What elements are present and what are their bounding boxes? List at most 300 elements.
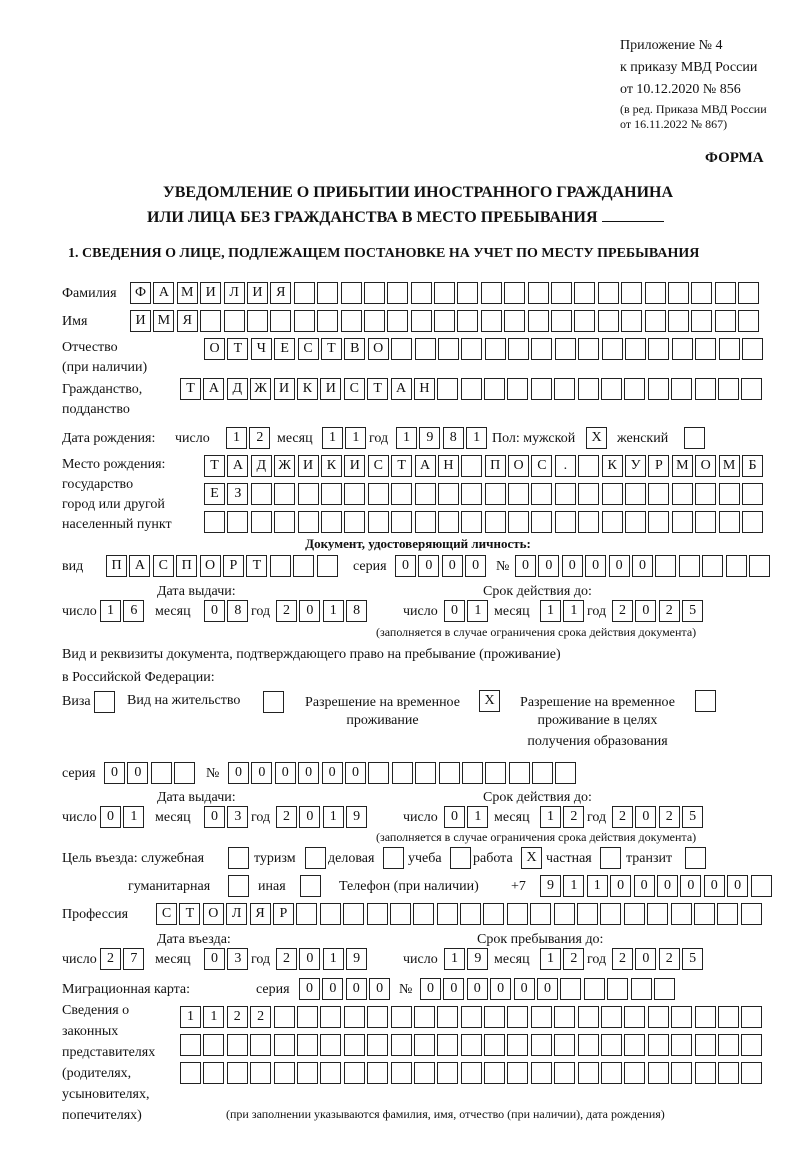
char-box[interactable] [294, 282, 315, 304]
char-box[interactable] [200, 310, 221, 332]
stay-valid-day-field[interactable] [444, 806, 491, 828]
char-box[interactable]: 0 [204, 806, 225, 828]
char-box[interactable]: Т [246, 555, 267, 577]
char-box[interactable] [718, 1006, 739, 1028]
purpose-tourism-checkbox[interactable] [305, 847, 328, 869]
purpose-private-checkbox[interactable] [600, 847, 623, 869]
char-box[interactable]: X [521, 847, 542, 869]
char-box[interactable] [671, 1006, 692, 1028]
char-box[interactable] [368, 483, 389, 505]
char-box[interactable] [317, 555, 338, 577]
char-box[interactable]: Е [204, 483, 225, 505]
char-box[interactable]: 0 [704, 875, 725, 897]
char-box[interactable]: 1 [226, 427, 247, 449]
char-box[interactable] [648, 1034, 669, 1056]
char-box[interactable] [298, 483, 319, 505]
char-box[interactable]: 0 [127, 762, 148, 784]
char-box[interactable]: К [321, 455, 342, 477]
char-box[interactable]: 0 [369, 978, 390, 1000]
purpose-business-checkbox[interactable] [383, 847, 406, 869]
char-box[interactable] [391, 1034, 412, 1056]
char-box[interactable]: 0 [418, 555, 439, 577]
char-box[interactable] [507, 1006, 528, 1028]
purpose-work-checkbox[interactable] [521, 847, 544, 869]
profession-field[interactable] [156, 903, 764, 925]
char-box[interactable]: Р [648, 455, 669, 477]
char-box[interactable]: 0 [727, 875, 748, 897]
char-box[interactable] [742, 338, 763, 360]
char-box[interactable] [648, 1062, 669, 1084]
char-box[interactable] [367, 1006, 388, 1028]
char-box[interactable] [341, 282, 362, 304]
char-box[interactable] [274, 511, 295, 533]
char-box[interactable] [297, 1006, 318, 1028]
char-box[interactable] [624, 1062, 645, 1084]
char-box[interactable] [274, 1006, 295, 1028]
birthplace-field-3[interactable] [204, 511, 765, 533]
char-box[interactable] [437, 1034, 458, 1056]
char-box[interactable]: Ж [250, 378, 271, 400]
char-box[interactable] [554, 1006, 575, 1028]
char-box[interactable] [461, 1062, 482, 1084]
char-box[interactable] [672, 483, 693, 505]
char-box[interactable] [715, 310, 736, 332]
char-box[interactable]: 0 [537, 978, 558, 1000]
char-box[interactable] [344, 1034, 365, 1056]
char-box[interactable] [438, 511, 459, 533]
char-box[interactable]: 1 [100, 600, 121, 622]
stay-valid-month-field[interactable] [540, 806, 587, 828]
char-box[interactable] [297, 1034, 318, 1056]
char-box[interactable] [228, 847, 249, 869]
char-box[interactable] [578, 1034, 599, 1056]
char-box[interactable] [439, 762, 460, 784]
char-box[interactable]: 1 [323, 806, 344, 828]
char-box[interactable] [298, 511, 319, 533]
char-box[interactable]: 0 [465, 555, 486, 577]
char-box[interactable] [601, 1062, 622, 1084]
char-box[interactable]: 1 [563, 875, 584, 897]
char-box[interactable] [250, 1034, 271, 1056]
entry-day-field[interactable] [100, 948, 147, 970]
char-box[interactable]: 2 [563, 948, 584, 970]
char-box[interactable] [695, 511, 716, 533]
char-box[interactable]: 0 [322, 762, 343, 784]
char-box[interactable]: 1 [540, 806, 561, 828]
stay-until-month-field[interactable] [540, 948, 587, 970]
char-box[interactable]: 9 [540, 875, 561, 897]
char-box[interactable] [531, 511, 552, 533]
char-box[interactable]: А [227, 455, 248, 477]
char-box[interactable]: 0 [444, 806, 465, 828]
char-box[interactable] [601, 378, 622, 400]
char-box[interactable]: 0 [490, 978, 511, 1000]
char-box[interactable]: 2 [659, 806, 680, 828]
char-box[interactable]: 2 [612, 600, 633, 622]
char-box[interactable] [227, 1034, 248, 1056]
char-box[interactable]: 1 [467, 600, 488, 622]
char-box[interactable] [601, 1034, 622, 1056]
char-box[interactable] [695, 1034, 716, 1056]
char-box[interactable] [481, 282, 502, 304]
stay-valid-year-field[interactable] [612, 806, 706, 828]
char-box[interactable]: О [204, 338, 225, 360]
char-box[interactable] [601, 1006, 622, 1028]
char-box[interactable] [741, 903, 762, 925]
char-box[interactable]: 1 [322, 427, 343, 449]
char-box[interactable]: 1 [444, 948, 465, 970]
char-box[interactable] [94, 691, 115, 713]
birthplace-field-1[interactable] [204, 455, 765, 477]
char-box[interactable] [578, 378, 599, 400]
char-box[interactable] [655, 555, 676, 577]
char-box[interactable] [461, 338, 482, 360]
char-box[interactable]: 1 [345, 427, 366, 449]
char-box[interactable] [647, 903, 668, 925]
sex-male-checkbox[interactable] [586, 427, 609, 449]
char-box[interactable]: 2 [612, 806, 633, 828]
purpose-transit-checkbox[interactable] [685, 847, 708, 869]
char-box[interactable]: 0 [610, 875, 631, 897]
char-box[interactable]: О [200, 555, 221, 577]
char-box[interactable]: П [176, 555, 197, 577]
id-valid-year-field[interactable] [612, 600, 706, 622]
char-box[interactable]: О [508, 455, 529, 477]
char-box[interactable]: Р [273, 903, 294, 925]
char-box[interactable]: 0 [562, 555, 583, 577]
char-box[interactable]: 2 [276, 600, 297, 622]
birth-month-field[interactable] [322, 427, 369, 449]
id-issue-year-field[interactable] [276, 600, 370, 622]
char-box[interactable] [484, 1062, 505, 1084]
reps-field-3[interactable] [180, 1062, 765, 1084]
stay-until-year-field[interactable] [612, 948, 706, 970]
char-box[interactable]: 0 [420, 978, 441, 1000]
char-box[interactable] [321, 483, 342, 505]
char-box[interactable] [481, 310, 502, 332]
char-box[interactable] [668, 310, 689, 332]
char-box[interactable] [691, 282, 712, 304]
char-box[interactable] [457, 282, 478, 304]
char-box[interactable] [461, 511, 482, 533]
char-box[interactable]: 0 [228, 762, 249, 784]
char-box[interactable] [741, 1034, 762, 1056]
char-box[interactable] [718, 1062, 739, 1084]
char-box[interactable]: 0 [251, 762, 272, 784]
char-box[interactable] [364, 310, 385, 332]
char-box[interactable] [602, 483, 623, 505]
char-box[interactable]: 0 [204, 600, 225, 622]
char-box[interactable] [648, 483, 669, 505]
char-box[interactable] [383, 847, 404, 869]
char-box[interactable]: Р [223, 555, 244, 577]
char-box[interactable]: М [719, 455, 740, 477]
id-series-field[interactable] [395, 555, 489, 577]
char-box[interactable] [251, 511, 272, 533]
char-box[interactable]: Я [250, 903, 271, 925]
char-box[interactable] [485, 338, 506, 360]
char-box[interactable] [270, 310, 291, 332]
char-box[interactable]: 1 [540, 600, 561, 622]
char-box[interactable] [685, 847, 706, 869]
char-box[interactable] [485, 483, 506, 505]
char-box[interactable] [504, 310, 525, 332]
char-box[interactable] [437, 1062, 458, 1084]
char-box[interactable] [578, 455, 599, 477]
char-box[interactable] [625, 483, 646, 505]
char-box[interactable] [317, 310, 338, 332]
char-box[interactable]: 0 [204, 948, 225, 970]
char-box[interactable]: И [274, 378, 295, 400]
char-box[interactable]: 8 [443, 427, 464, 449]
char-box[interactable] [274, 1034, 295, 1056]
char-box[interactable] [741, 1006, 762, 1028]
char-box[interactable] [621, 310, 642, 332]
char-box[interactable] [718, 378, 739, 400]
char-box[interactable]: 2 [227, 1006, 248, 1028]
char-box[interactable] [631, 978, 652, 1000]
char-box[interactable]: Л [226, 903, 247, 925]
char-box[interactable] [625, 338, 646, 360]
char-box[interactable] [174, 762, 195, 784]
char-box[interactable]: Н [414, 378, 435, 400]
char-box[interactable] [578, 338, 599, 360]
char-box[interactable] [387, 282, 408, 304]
char-box[interactable]: Л [224, 282, 245, 304]
char-box[interactable] [434, 310, 455, 332]
char-box[interactable] [461, 1034, 482, 1056]
char-box[interactable] [715, 282, 736, 304]
char-box[interactable] [624, 1006, 645, 1028]
char-box[interactable] [321, 511, 342, 533]
char-box[interactable]: 0 [634, 875, 655, 897]
char-box[interactable] [462, 762, 483, 784]
char-box[interactable]: 0 [299, 806, 320, 828]
char-box[interactable]: 8 [346, 600, 367, 622]
char-box[interactable] [555, 338, 576, 360]
char-box[interactable]: М [177, 282, 198, 304]
char-box[interactable] [305, 847, 326, 869]
char-box[interactable]: О [203, 903, 224, 925]
char-box[interactable] [415, 338, 436, 360]
char-box[interactable] [461, 483, 482, 505]
char-box[interactable] [247, 310, 268, 332]
char-box[interactable] [507, 1034, 528, 1056]
char-box[interactable] [450, 847, 471, 869]
visa-checkbox[interactable] [94, 691, 117, 713]
char-box[interactable] [507, 903, 528, 925]
char-box[interactable]: Я [270, 282, 291, 304]
reps-field-1[interactable] [180, 1006, 765, 1028]
char-box[interactable] [415, 511, 436, 533]
char-box[interactable] [391, 483, 412, 505]
stay-issue-day-field[interactable] [100, 806, 147, 828]
char-box[interactable] [392, 762, 413, 784]
char-box[interactable] [719, 338, 740, 360]
char-box[interactable] [484, 1034, 505, 1056]
char-box[interactable] [437, 1006, 458, 1028]
char-box[interactable]: 0 [657, 875, 678, 897]
id-issue-day-field[interactable] [100, 600, 147, 622]
char-box[interactable] [598, 310, 619, 332]
char-box[interactable] [391, 1062, 412, 1084]
char-box[interactable] [719, 483, 740, 505]
char-box[interactable] [317, 282, 338, 304]
char-box[interactable] [297, 1062, 318, 1084]
char-box[interactable]: 9 [419, 427, 440, 449]
char-box[interactable] [203, 1062, 224, 1084]
char-box[interactable] [531, 378, 552, 400]
char-box[interactable] [645, 282, 666, 304]
temp-residence-checkbox[interactable] [479, 690, 502, 712]
char-box[interactable]: 2 [250, 1006, 271, 1028]
char-box[interactable]: Т [391, 455, 412, 477]
char-box[interactable] [578, 1062, 599, 1084]
char-box[interactable] [368, 762, 389, 784]
char-box[interactable] [270, 555, 291, 577]
char-box[interactable] [551, 282, 572, 304]
char-box[interactable] [555, 511, 576, 533]
char-box[interactable]: 1 [203, 1006, 224, 1028]
char-box[interactable]: А [391, 378, 412, 400]
char-box[interactable] [702, 555, 723, 577]
char-box[interactable] [507, 1062, 528, 1084]
char-box[interactable]: Т [179, 903, 200, 925]
char-box[interactable] [415, 483, 436, 505]
char-box[interactable]: 0 [680, 875, 701, 897]
char-box[interactable] [648, 378, 669, 400]
char-box[interactable] [695, 1062, 716, 1084]
char-box[interactable] [411, 310, 432, 332]
char-box[interactable] [668, 282, 689, 304]
char-box[interactable]: Е [274, 338, 295, 360]
char-box[interactable] [578, 511, 599, 533]
char-box[interactable] [461, 455, 482, 477]
residence-permit-checkbox[interactable] [263, 691, 286, 713]
char-box[interactable]: 0 [299, 948, 320, 970]
char-box[interactable]: 0 [299, 600, 320, 622]
char-box[interactable] [528, 310, 549, 332]
char-box[interactable] [602, 511, 623, 533]
char-box[interactable] [531, 338, 552, 360]
char-box[interactable] [250, 1062, 271, 1084]
char-box[interactable] [645, 310, 666, 332]
char-box[interactable] [741, 378, 762, 400]
char-box[interactable] [577, 903, 598, 925]
char-box[interactable] [648, 1006, 669, 1028]
char-box[interactable] [274, 483, 295, 505]
char-box[interactable] [574, 310, 595, 332]
stay-until-day-field[interactable] [444, 948, 491, 970]
char-box[interactable] [320, 1034, 341, 1056]
char-box[interactable] [531, 1062, 552, 1084]
char-box[interactable] [391, 511, 412, 533]
char-box[interactable] [504, 282, 525, 304]
char-box[interactable] [227, 1062, 248, 1084]
char-box[interactable]: С [298, 338, 319, 360]
stay-issue-month-field[interactable] [204, 806, 251, 828]
char-box[interactable]: 2 [276, 948, 297, 970]
char-box[interactable] [695, 338, 716, 360]
char-box[interactable] [203, 1034, 224, 1056]
char-box[interactable] [320, 1062, 341, 1084]
char-box[interactable] [390, 903, 411, 925]
char-box[interactable] [484, 1006, 505, 1028]
citizenship-field[interactable] [180, 378, 765, 400]
char-box[interactable] [414, 1034, 435, 1056]
char-box[interactable] [251, 483, 272, 505]
char-box[interactable] [578, 483, 599, 505]
char-box[interactable] [530, 903, 551, 925]
char-box[interactable] [411, 282, 432, 304]
char-box[interactable]: В [344, 338, 365, 360]
reps-field-2[interactable] [180, 1034, 765, 1056]
char-box[interactable]: С [153, 555, 174, 577]
char-box[interactable] [204, 511, 225, 533]
char-box[interactable]: 0 [345, 762, 366, 784]
char-box[interactable] [341, 310, 362, 332]
char-box[interactable] [296, 903, 317, 925]
char-box[interactable] [719, 511, 740, 533]
phone-field[interactable] [540, 875, 774, 897]
char-box[interactable]: С [156, 903, 177, 925]
birthplace-field-2[interactable] [204, 483, 765, 505]
char-box[interactable] [738, 282, 759, 304]
char-box[interactable] [578, 1006, 599, 1028]
char-box[interactable]: 1 [180, 1006, 201, 1028]
char-box[interactable] [648, 338, 669, 360]
char-box[interactable]: 6 [123, 600, 144, 622]
char-box[interactable]: 0 [609, 555, 630, 577]
char-box[interactable] [671, 903, 692, 925]
char-box[interactable] [751, 875, 772, 897]
char-box[interactable] [554, 378, 575, 400]
char-box[interactable] [749, 555, 770, 577]
char-box[interactable] [584, 978, 605, 1000]
char-box[interactable]: 9 [346, 806, 367, 828]
char-box[interactable] [344, 511, 365, 533]
char-box[interactable]: Т [321, 338, 342, 360]
char-box[interactable]: С [531, 455, 552, 477]
char-box[interactable]: И [130, 310, 151, 332]
purpose-service-checkbox[interactable] [228, 847, 251, 869]
char-box[interactable] [717, 903, 738, 925]
char-box[interactable] [718, 1034, 739, 1056]
char-box[interactable] [484, 378, 505, 400]
purpose-other-checkbox[interactable] [300, 875, 323, 897]
char-box[interactable]: 0 [467, 978, 488, 1000]
char-box[interactable] [531, 1006, 552, 1028]
char-box[interactable] [554, 903, 575, 925]
char-box[interactable] [607, 978, 628, 1000]
char-box[interactable] [624, 378, 645, 400]
char-box[interactable] [695, 483, 716, 505]
char-box[interactable] [671, 1062, 692, 1084]
char-box[interactable] [602, 338, 623, 360]
char-box[interactable] [485, 511, 506, 533]
id-issue-month-field[interactable] [204, 600, 251, 622]
char-box[interactable] [320, 1006, 341, 1028]
char-box[interactable]: Б [742, 455, 763, 477]
char-box[interactable]: 9 [346, 948, 367, 970]
char-box[interactable]: 8 [227, 600, 248, 622]
char-box[interactable] [554, 1034, 575, 1056]
char-box[interactable] [695, 1006, 716, 1028]
char-box[interactable] [320, 903, 341, 925]
char-box[interactable] [438, 483, 459, 505]
char-box[interactable]: 0 [444, 600, 465, 622]
char-box[interactable]: 0 [298, 762, 319, 784]
